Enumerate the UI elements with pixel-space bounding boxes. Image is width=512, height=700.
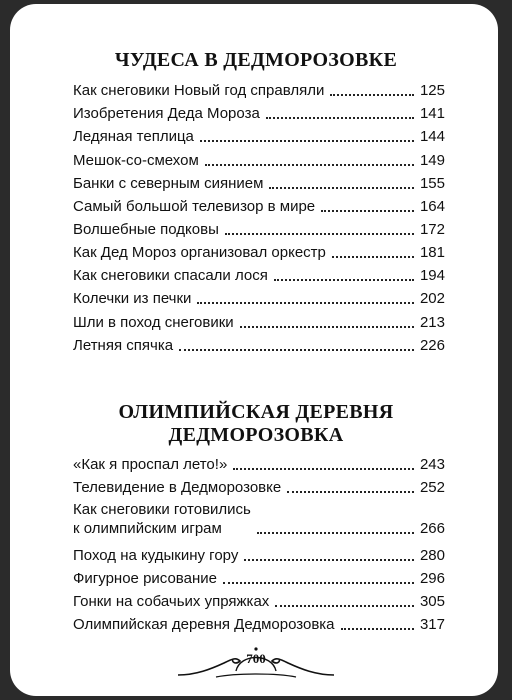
toc-entry-title: Телевидение в Дедморозовке: [73, 479, 282, 496]
toc-entry[interactable]: [73, 288, 445, 308]
page-number: 700: [246, 651, 266, 666]
toc-entry-title: Поход на кудыкину гору: [73, 547, 239, 564]
dot-leader: [341, 628, 414, 630]
dot-leader: [274, 279, 414, 281]
toc-entry-title: Как снеговики спасали лося: [73, 267, 268, 284]
toc-entry[interactable]: [73, 500, 445, 538]
toc-entry-title: Ледяная теплица: [73, 128, 194, 145]
dot-leader: [269, 187, 414, 189]
toc-entry-title: Гонки на собачьих упряжках: [73, 593, 270, 610]
toc-entry[interactable]: [73, 477, 445, 497]
dot-leader: [233, 468, 414, 470]
toc-entry-title: Колечки из печки: [73, 290, 192, 307]
toc-entry-title: Шли в поход снеговики: [73, 314, 234, 331]
toc-entry-page: 194: [419, 267, 445, 284]
toc-entry-title: Самый большой телевизор в мире: [73, 198, 316, 215]
toc-entry[interactable]: [73, 568, 445, 588]
toc-entry-title: Банки с северным сиянием: [73, 175, 264, 192]
toc-entry[interactable]: [73, 150, 445, 170]
toc-entry-page: 252: [419, 479, 445, 496]
toc-entry[interactable]: [73, 591, 445, 611]
toc-entry[interactable]: [73, 80, 445, 100]
toc-entry-title-line: Как снеговики готовились: [73, 501, 251, 518]
toc-entry-page: 141: [419, 105, 445, 122]
toc-entry-title: Как Дед Мороз организовал оркестр: [73, 244, 326, 261]
toc-entry-title: [73, 500, 251, 538]
toc-entry-page: 164: [419, 198, 445, 215]
toc-entry[interactable]: [73, 312, 445, 332]
toc-entry[interactable]: [73, 196, 445, 216]
toc-entry-page: 155: [419, 175, 445, 192]
toc-entry[interactable]: [73, 219, 445, 239]
dot-leader: [200, 140, 414, 142]
dot-leader: [257, 532, 414, 534]
toc-entry-page: 202: [419, 290, 445, 307]
toc-entry-page: 280: [419, 547, 445, 564]
dot-leader: [321, 210, 414, 212]
toc-entry[interactable]: [73, 126, 445, 146]
toc-entry-page: 213: [419, 314, 445, 331]
toc-entry-title-line: к олимпийским играм: [73, 520, 222, 537]
toc-entry-page: 181: [419, 244, 445, 261]
dot-leader: [330, 94, 414, 96]
section-title: ОЛИМПИЙСКАЯ ДЕРЕВНЯ: [118, 401, 394, 423]
toc-entry-title: Олимпийская деревня Дедморозовка: [73, 616, 335, 633]
toc-entry-page: 296: [419, 570, 445, 587]
toc-entry-page: 226: [419, 337, 445, 354]
toc-entry-title: «Как я проспал лето!»: [73, 456, 228, 473]
toc-entry[interactable]: [73, 335, 445, 355]
dot-leader: [225, 233, 414, 235]
section-title: ЧУДЕСА В ДЕДМОРОЗОВКЕ: [114, 49, 398, 71]
toc-entry[interactable]: [73, 173, 445, 193]
dot-leader: [197, 302, 414, 304]
toc-entry-page: 149: [419, 152, 445, 169]
toc-entry-title: Изобретения Деда Мороза: [73, 105, 260, 122]
toc-entry-title: Волшебные подковы: [73, 221, 219, 238]
dot-leader: [244, 559, 414, 561]
dot-leader: [223, 582, 414, 584]
toc-entry[interactable]: [73, 242, 445, 262]
toc-entry-page: 144: [419, 128, 445, 145]
toc-entry-page: 243: [419, 456, 445, 473]
page-number-ornament: [176, 645, 336, 681]
toc-entry-title: Фигурное рисование: [73, 570, 217, 587]
dot-leader: [287, 491, 414, 493]
dot-leader: [240, 326, 414, 328]
toc-entry[interactable]: [73, 103, 445, 123]
toc-entry[interactable]: [73, 545, 445, 565]
dot-leader: [275, 605, 414, 607]
section-title: ДЕДМОРОЗОВКА: [168, 424, 344, 446]
toc-entry[interactable]: [73, 454, 445, 474]
toc-entry[interactable]: [73, 265, 445, 285]
dot-leader: [332, 256, 414, 258]
toc-entry-page: 172: [419, 221, 445, 238]
toc-entry-page: 266: [419, 520, 445, 537]
dot-leader: [179, 349, 414, 351]
toc-entry-title: Мешок-со-смехом: [73, 152, 199, 169]
toc-entry-page: 305: [419, 593, 445, 610]
toc-entry-page: 317: [419, 616, 445, 633]
toc-entry-title: Как снеговики Новый год справляли: [73, 82, 325, 99]
toc-entry-title: Летняя спячка: [73, 337, 174, 354]
dot-leader: [205, 164, 414, 166]
toc-entry[interactable]: [73, 614, 445, 634]
dot-leader: [266, 117, 414, 119]
toc-entry-page: 125: [419, 82, 445, 99]
